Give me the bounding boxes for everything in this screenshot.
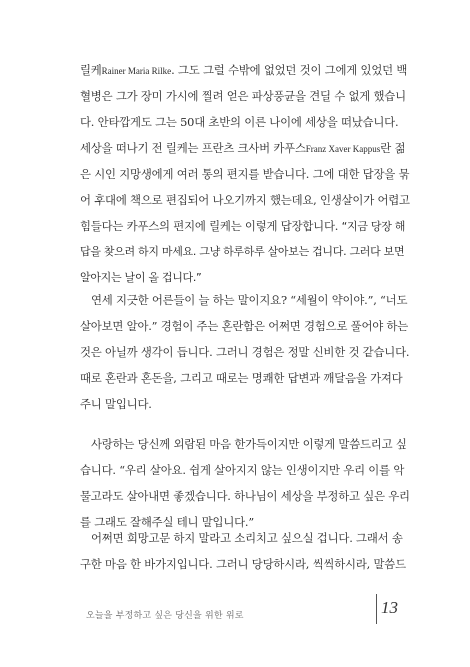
running-footer-title: 오늘을 부정하고 싶은 당신을 위한 위로 — [86, 611, 244, 621]
foreign-name: Rainer Maria Rilke — [101, 66, 172, 76]
rilke-quote-line: 답을 찾으려 하지 마세요. 그냥 하루하루 살아보는 겁니다. 그러다 보면 — [80, 245, 405, 258]
text-line: 다. 안타깝게도 그는 50대 초반의 이른 나이에 세상을 떠났습니다. — [80, 115, 399, 129]
paragraph-experience — [80, 287, 410, 417]
text-line: 를 그래도 잘해주실 테니 말입니다.” — [80, 515, 254, 529]
rilke-quote-line: 알아지는 날이 올 겁니다.” — [80, 271, 202, 284]
text-line: 습니다. “우리 살아요. 쉽게 살아지지 않는 인생이지만 우리 이를 악 — [80, 463, 405, 477]
text-line: 연세 지긋한 어른들이 늘 하는 말이지요? “세월이 약이야.”, “너도 — [91, 293, 408, 307]
paragraph-rilke — [80, 57, 410, 291]
rilke-quote: “지금 당장 해 — [341, 220, 406, 233]
text-line: 어 후대에 책으로 편집되어 나오기까지 했는데요, 인생살이가 어렵고 — [80, 193, 410, 207]
text-line: 때로 혼란과 혼돈을, 그리고 때로는 명쾌한 답변과 깨달음을 가져다 — [80, 371, 403, 385]
text-line: 주니 말입니다. — [80, 397, 152, 411]
paragraph-to-you — [80, 431, 410, 535]
text-line: 세상을 떠나기 전 릴케는 프란츠 크사버 카푸스Franz Xaver Kappus란 젊 — [80, 141, 406, 155]
text-line: 사랑하는 당신께 외람된 마음 한가득이지만 이렇게 말씀드리고 싶 — [91, 437, 407, 451]
text-line: 살아보면 알아.” 경험이 주는 혼란함은 어쩌면 경험으로 풀어야 하는 — [80, 319, 409, 333]
text-line: 어쩌면 희망고문 하지 말라고 소리치고 싶으실 겁니다. 그래서 송 — [91, 531, 403, 545]
foreign-name: Franz Xaver Kappus — [305, 144, 381, 154]
text-line: 힘들다는 카푸스의 편지에 릴케는 이렇게 답장합니다. “지금 당장 해 — [80, 219, 406, 233]
text-line: 릴케Rainer Maria Rilke. 그도 그럴 수밖에 없었던 것이 그에게 있었던 백 — [80, 63, 408, 77]
page-number-divider — [376, 594, 377, 624]
text-line: 구한 마음 한 바가지입니다. 그러니 당당하시라, 씩씩하시라, 말씀드 — [80, 557, 406, 571]
page-number: 13 — [381, 598, 398, 617]
paragraph-hope — [80, 525, 410, 577]
text-line: 물고라도 살아내면 좋겠습니다. 하나님이 세상을 부정하고 싶은 우리 — [80, 489, 410, 503]
text-line: 혈병은 그가 장미 가시에 찔려 얻은 파상풍균을 견딜 수 없게 했습니 — [80, 89, 406, 103]
text-line: 것은 아닐까 생각이 듭니다. 그러니 경험은 정말 신비한 것 같습니다. — [80, 345, 410, 359]
text-line: 은 시인 지망생에게 여러 통의 편지를 받습니다. 그에 대한 답장을 묶 — [80, 167, 410, 181]
